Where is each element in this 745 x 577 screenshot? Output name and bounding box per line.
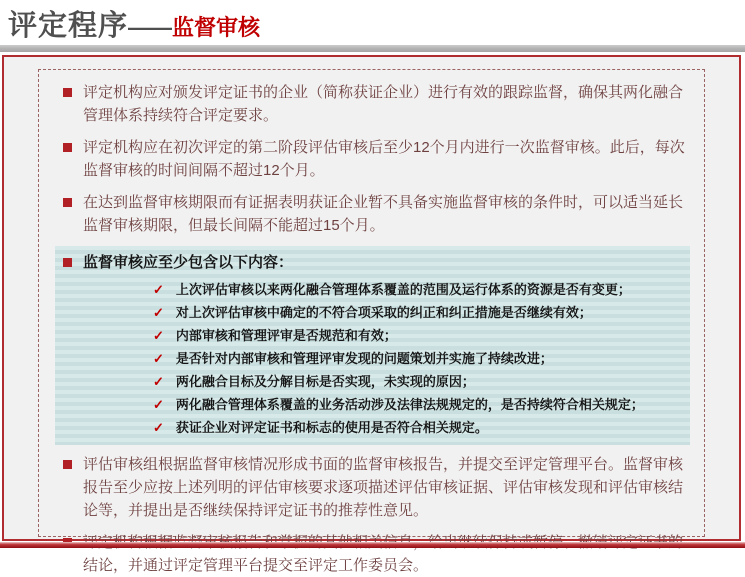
bullet-text: 评估审核组根据监督审核情况形成书面的监督审核报告，并提交至评定管理平台。监督审核报告至少应按上述列明的评估审核要求逐项描述评估审核证据、评估审核发现和评估审核结论等，并提出是否继续保持评定证书的推荐性意见。 bbox=[83, 456, 684, 519]
title-sub: 监督审核 bbox=[172, 15, 261, 40]
check-item-text: 对上次评估审核中确定的不符合项采取的纠正和纠正措施是否继续有效； bbox=[175, 305, 592, 320]
check-icon: ✓ bbox=[153, 351, 164, 366]
check-item bbox=[63, 324, 680, 347]
bullet-item bbox=[63, 136, 690, 182]
title-dash: —— bbox=[128, 15, 173, 40]
bullet-square-icon bbox=[63, 258, 72, 267]
check-icon: ✓ bbox=[153, 420, 164, 435]
bullet-text: 结论，并通过评定管理平台提交至评定工作委员会。 bbox=[83, 557, 429, 574]
highlight-section bbox=[55, 246, 690, 445]
check-item bbox=[63, 347, 680, 370]
bullet-item bbox=[63, 531, 690, 577]
check-item bbox=[63, 393, 680, 416]
bullet-item bbox=[63, 81, 690, 127]
check-item bbox=[63, 301, 680, 324]
check-icon: ✓ bbox=[153, 328, 164, 343]
bullet-square-icon bbox=[63, 460, 72, 469]
bullet-item bbox=[63, 191, 690, 237]
content-panel bbox=[2, 55, 741, 574]
check-item bbox=[63, 370, 680, 393]
check-icon: ✓ bbox=[153, 374, 164, 389]
bullet-text: 评定机构应对颁发评定证书的企业（简称获证企业）进行有效的跟踪监督，确保其两化融合管理体系持续符合评定要求。 bbox=[83, 84, 684, 124]
check-item-text: 内部审核和管理评审是否规范和有效； bbox=[175, 328, 397, 343]
check-icon: ✓ bbox=[153, 397, 164, 412]
check-item-text: 两化融合管理体系覆盖的业务活动涉及法律法规规定的，是否持续符合相关规定； bbox=[175, 397, 644, 412]
page-title bbox=[8, 3, 260, 44]
bottom-accent-bar bbox=[0, 542, 745, 548]
check-item-text: 是否针对内部审核和管理评审发现的问题策划并实施了持续改进； bbox=[175, 351, 553, 366]
check-item-text: 上次评估审核以来两化融合管理体系覆盖的范围及运行体系的资源是否有变更； bbox=[175, 282, 631, 297]
check-item bbox=[63, 416, 680, 439]
bullet-square-icon bbox=[63, 143, 72, 152]
bullet-text: 在达到监督审核期限而有证据表明获证企业暂不具备实施监督审核的条件时，可以适当延长监督审核期限，但最长间隔不能超过15个月。 bbox=[83, 194, 684, 234]
check-item bbox=[63, 278, 680, 301]
title-main: 评定程序 bbox=[8, 10, 129, 42]
check-icon: ✓ bbox=[153, 282, 164, 297]
check-icon: ✓ bbox=[153, 305, 164, 320]
highlight-heading: 监督审核应至少包含以下内容： bbox=[83, 254, 294, 271]
content-inner-frame bbox=[38, 69, 705, 574]
check-item-text: 获证企业对评定证书和标志的使用是否符合相关规定。 bbox=[175, 420, 488, 435]
bullet-square-icon bbox=[63, 88, 72, 97]
bullet-item bbox=[63, 453, 690, 522]
bullet-square-icon bbox=[63, 198, 72, 207]
bullet-text: 评定机构应在初次评定的第二阶段评估审核后至少12个月内进行一次监督审核。此后，每次监督审核的时间间隔不超过12个月。 bbox=[83, 139, 685, 179]
title-divider-bar bbox=[0, 45, 745, 52]
highlight-heading-row bbox=[63, 251, 680, 275]
check-item-text: 两化融合目标及分解目标是否实现，未实现的原因； bbox=[175, 374, 475, 389]
